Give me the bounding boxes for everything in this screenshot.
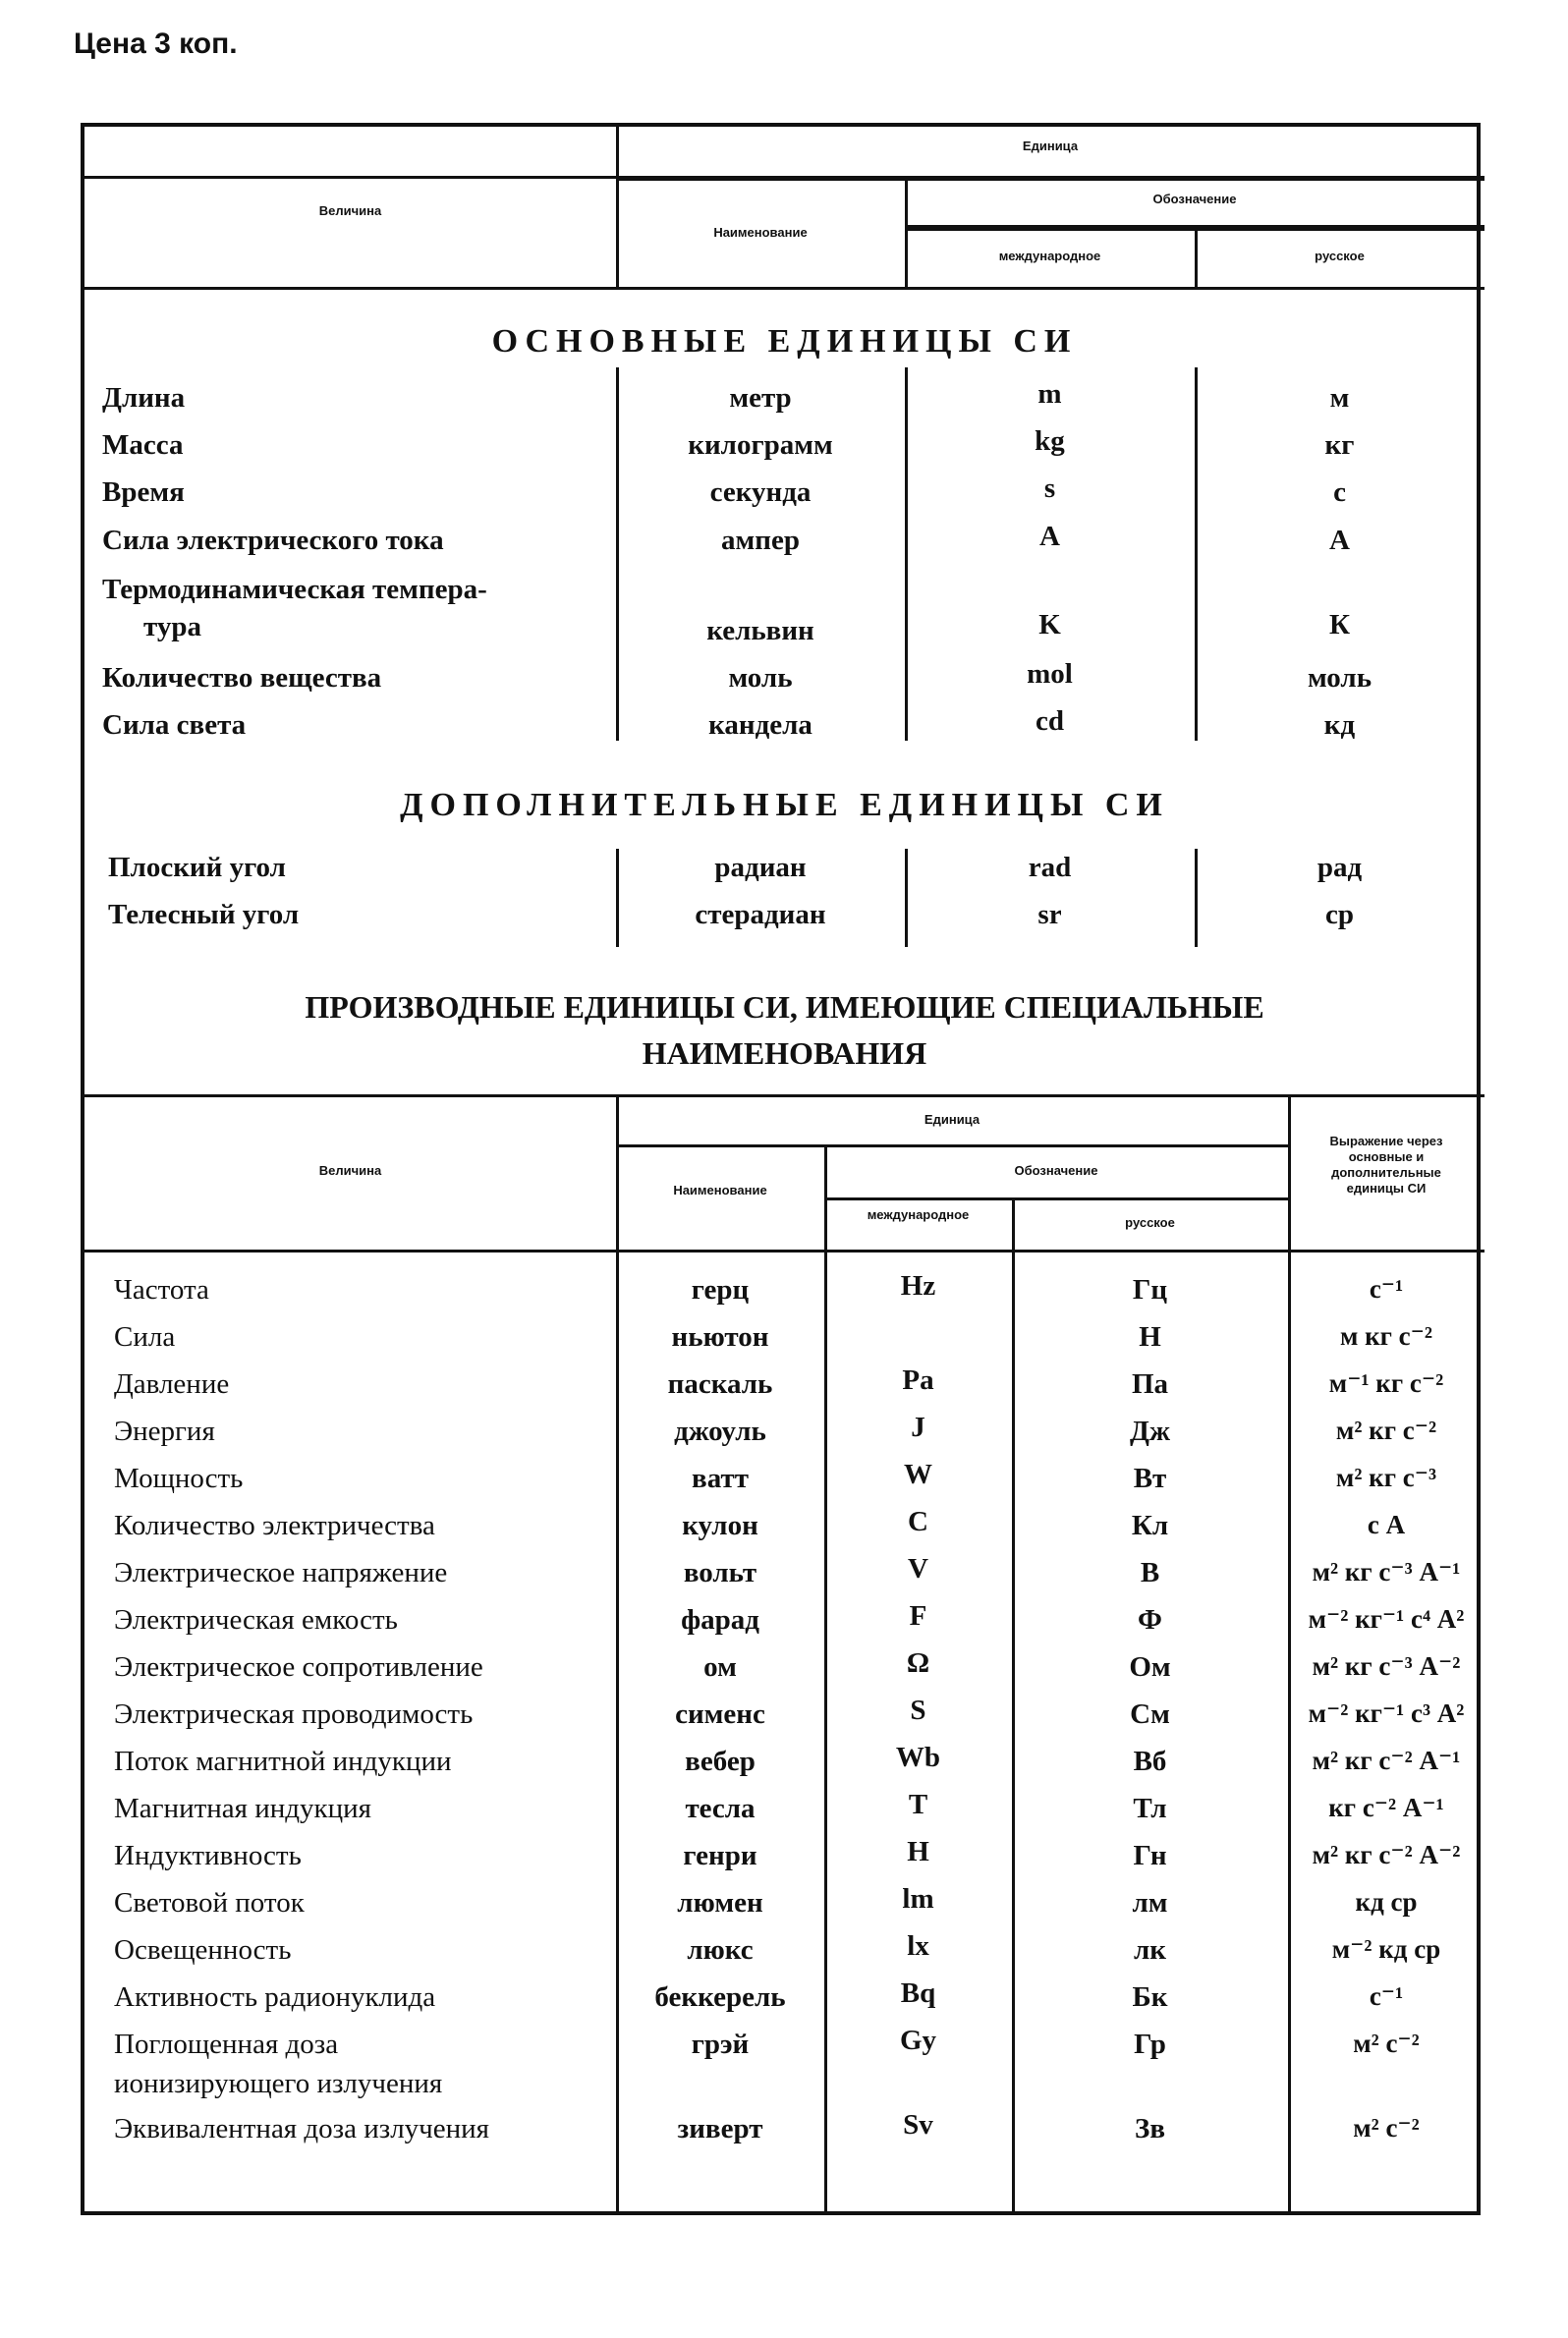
derived-expression: кг с⁻² А⁻¹	[1328, 1793, 1444, 1822]
derived-expression: м² кг с⁻³ А⁻²	[1312, 1651, 1461, 1681]
basic-quantity-line2: тура	[143, 611, 201, 642]
derived-name: герц	[691, 1274, 750, 1306]
derived-quantity: Давление	[114, 1368, 230, 1400]
header-unit: Единица	[1022, 139, 1079, 153]
section-basic-title: ОСНОВНЫЕ ЕДИНИЦЫ СИ	[491, 323, 1078, 360]
derived-name: зиверт	[677, 2113, 763, 2144]
derived-intl-symbol: F	[909, 1600, 927, 1632]
basic-quantity: Длина	[102, 382, 186, 414]
derived-expression: м² с⁻²	[1353, 2113, 1420, 2143]
derived-name: паскаль	[667, 1368, 773, 1400]
divider	[616, 178, 1484, 181]
derived-quantity: Электрическое напряжение	[114, 1557, 448, 1588]
divider	[824, 1197, 1288, 1200]
basic-intl-symbol: A	[1039, 521, 1060, 552]
derived-name: ом	[703, 1651, 737, 1683]
header-international: международное	[998, 249, 1101, 263]
derived-name: генри	[683, 1840, 757, 1871]
derived-rus-symbol: Гн	[1133, 1840, 1167, 1871]
derived-rus-symbol: Гр	[1134, 2029, 1166, 2060]
derived-rus-symbol: Ом	[1129, 1651, 1171, 1683]
derived-expression: с⁻¹	[1369, 1274, 1404, 1304]
derived-intl-symbol: C	[908, 1506, 928, 1537]
basic-name: ампер	[721, 525, 800, 556]
derived-expression: м² кг с⁻³	[1335, 1463, 1437, 1492]
basic-name: метр	[729, 382, 792, 414]
basic-rus-symbol: А	[1329, 525, 1350, 556]
derived-intl-symbol: T	[908, 1789, 928, 1820]
header2-unit: Единица	[924, 1112, 980, 1127]
additional-name: радиан	[714, 852, 807, 883]
derived-rus-symbol: Па	[1131, 1368, 1169, 1400]
derived-name: грэй	[691, 2029, 750, 2060]
additional-name: стерадиан	[695, 899, 826, 930]
basic-rus-symbol: м	[1329, 382, 1350, 414]
derived-rus-symbol: Н	[1139, 1321, 1161, 1353]
derived-rus-symbol: Дж	[1130, 1416, 1170, 1447]
basic-intl-symbol: K	[1038, 609, 1061, 640]
basic-name: моль	[728, 662, 793, 694]
derived-rus-symbol: Бк	[1132, 1981, 1168, 2013]
derived-expression: кд ср	[1355, 1887, 1418, 1917]
basic-name: килограмм	[688, 429, 833, 461]
derived-intl-symbol: Hz	[900, 1270, 936, 1302]
derived-quantity: Мощность	[114, 1463, 244, 1494]
header-name: Наименование	[713, 225, 808, 240]
derived-expression: м⁻¹ кг с⁻²	[1328, 1368, 1444, 1398]
derived-expression: м² кг с⁻³ А⁻¹	[1312, 1557, 1461, 1586]
derived-expression: с А	[1367, 1510, 1406, 1539]
derived-name: сименс	[675, 1698, 765, 1730]
derived-name: люмен	[677, 1887, 763, 1919]
derived-rus-symbol: Ф	[1138, 1604, 1162, 1636]
derived-quantity: Освещенность	[114, 1934, 292, 1966]
basic-intl-symbol: s	[1043, 473, 1056, 504]
derived-intl-symbol: H	[907, 1836, 929, 1867]
header2-quantity: Величина	[318, 1163, 382, 1178]
section-derived-title-line2: НАИМЕНОВАНИЯ	[642, 1035, 927, 1071]
derived-quantity: Индуктивность	[114, 1840, 302, 1871]
derived-name: ватт	[692, 1463, 749, 1494]
additional-quantity: Телесный угол	[108, 899, 300, 930]
header-russian: русское	[1315, 249, 1365, 263]
basic-intl-symbol: kg	[1035, 425, 1065, 457]
derived-rus-symbol: лк	[1134, 1934, 1166, 1966]
derived-expression: м⁻² кд ср	[1331, 1934, 1441, 1964]
basic-rus-symbol: моль	[1307, 662, 1372, 694]
derived-quantity: Активность радионуклида	[114, 1981, 436, 2013]
derived-rus-symbol: Зв	[1135, 2113, 1165, 2144]
basic-intl-symbol: m	[1037, 378, 1062, 410]
basic-name: кандела	[708, 709, 812, 741]
derived-rus-symbol: Гц	[1132, 1274, 1168, 1306]
derived-expression: с⁻¹	[1369, 1981, 1404, 2011]
derived-name: кулон	[682, 1510, 758, 1541]
derived-intl-symbol: Gy	[899, 2025, 937, 2056]
derived-rus-symbol: Вб	[1133, 1746, 1167, 1777]
derived-expression: м² кг с⁻² А⁻¹	[1312, 1746, 1461, 1775]
derived-name: джоуль	[674, 1416, 766, 1447]
header2-name: Наименование	[673, 1183, 767, 1197]
additional-rus-symbol: рад	[1316, 852, 1363, 883]
derived-quantity-line1: Поглощенная доза	[114, 2029, 339, 2060]
derived-rus-symbol: Вт	[1133, 1463, 1167, 1494]
derived-intl-symbol: J	[911, 1412, 925, 1443]
additional-quantity: Плоский угол	[108, 852, 286, 883]
derived-expression: м² кг с⁻²	[1335, 1416, 1437, 1445]
derived-intl-symbol: Sv	[903, 2109, 933, 2141]
derived-rus-symbol: В	[1140, 1557, 1160, 1588]
derived-name: ньютон	[671, 1321, 769, 1353]
basic-quantity: Масса	[102, 429, 184, 461]
header2-designation: Обозначение	[1014, 1163, 1098, 1178]
derived-quantity: Электрическая проводимость	[114, 1698, 474, 1730]
derived-intl-symbol: V	[908, 1553, 928, 1585]
basic-quantity: Сила электрического тока	[102, 525, 444, 556]
derived-quantity: Эквивалентная доза излучения	[114, 2113, 490, 2144]
derived-name: беккерель	[654, 1981, 786, 2013]
additional-intl-symbol: sr	[1037, 899, 1062, 930]
derived-expression: м² кг с⁻² А⁻²	[1312, 1840, 1461, 1869]
derived-intl-symbol: lx	[907, 1930, 929, 1962]
basic-name: секунда	[709, 476, 812, 508]
derived-intl-symbol: Pa	[902, 1364, 934, 1396]
derived-quantity: Частота	[114, 1274, 209, 1306]
basic-quantity-line1: Термодинамическая темпера-	[102, 574, 487, 605]
header-quantity: Величина	[318, 203, 382, 218]
derived-quantity: Сила	[114, 1321, 176, 1353]
derived-intl-symbol: W	[904, 1459, 932, 1490]
derived-intl-symbol: Wb	[895, 1742, 941, 1773]
derived-expression: м⁻² кг⁻¹ с⁴ А²	[1308, 1604, 1465, 1634]
derived-expression: м кг с⁻²	[1339, 1321, 1433, 1351]
derived-quantity: Световой поток	[114, 1887, 305, 1919]
basic-quantity: Количество вещества	[102, 662, 382, 694]
derived-name: вольт	[683, 1557, 757, 1588]
price-label: Цена 3 коп.	[74, 28, 238, 60]
derived-rus-symbol: лм	[1132, 1887, 1168, 1919]
divider	[84, 1094, 1484, 1097]
derived-intl-symbol: lm	[902, 1883, 934, 1915]
basic-rus-symbol: кд	[1323, 709, 1356, 741]
derived-quantity: Электрическое сопротивление	[114, 1651, 483, 1683]
header-designation: Обозначение	[1152, 192, 1237, 206]
section-additional-title: ДОПОЛНИТЕЛЬНЫЕ ЕДИНИЦЫ СИ	[400, 787, 1169, 823]
derived-expression: м² с⁻²	[1353, 2029, 1420, 2058]
divider	[616, 1144, 1288, 1147]
header2-international: международное	[867, 1207, 970, 1222]
derived-name: тесла	[685, 1793, 756, 1824]
additional-rus-symbol: ср	[1325, 899, 1354, 930]
derived-quantity-line2: ионизирующего излучения	[114, 2068, 443, 2099]
basic-name: кельвин	[706, 615, 814, 646]
derived-rus-symbol: Кл	[1131, 1510, 1169, 1541]
derived-name: вебер	[685, 1746, 756, 1777]
derived-rus-symbol: Тл	[1133, 1793, 1167, 1824]
header2-expression: Выражение через основные и дополнительные единицы СИ	[1329, 1134, 1443, 1196]
basic-rus-symbol: К	[1328, 609, 1351, 640]
basic-rus-symbol: кг	[1324, 429, 1355, 461]
derived-quantity: Электрическая емкость	[114, 1604, 398, 1636]
derived-intl-symbol: Ω	[906, 1647, 930, 1679]
section-derived-title-line1: ПРОИЗВОДНЫЕ ЕДИНИЦЫ СИ, ИМЕЮЩИЕ СПЕЦИАЛЬНЫЕ	[305, 989, 1264, 1025]
units-table	[81, 123, 1481, 2215]
derived-name: фарад	[681, 1604, 759, 1636]
basic-quantity: Время	[102, 476, 185, 508]
basic-intl-symbol: cd	[1036, 705, 1064, 737]
derived-expression: м⁻² кг⁻¹ с³ А²	[1308, 1698, 1465, 1728]
basic-rus-symbol: с	[1333, 476, 1346, 508]
derived-quantity: Поток магнитной индукции	[114, 1746, 452, 1777]
derived-name: люкс	[687, 1934, 754, 1966]
header2-russian: русское	[1125, 1215, 1175, 1230]
basic-quantity: Сила света	[102, 709, 247, 741]
derived-rus-symbol: См	[1130, 1698, 1170, 1730]
derived-intl-symbol: S	[910, 1695, 926, 1726]
basic-intl-symbol: mol	[1027, 658, 1073, 690]
derived-quantity: Магнитная индукция	[114, 1793, 372, 1824]
divider	[84, 1250, 1484, 1252]
derived-quantity: Количество электричества	[114, 1510, 435, 1541]
divider	[84, 287, 1484, 290]
additional-intl-symbol: rad	[1028, 852, 1072, 883]
derived-quantity: Энергия	[114, 1416, 215, 1447]
derived-intl-symbol: Bq	[900, 1977, 936, 2009]
